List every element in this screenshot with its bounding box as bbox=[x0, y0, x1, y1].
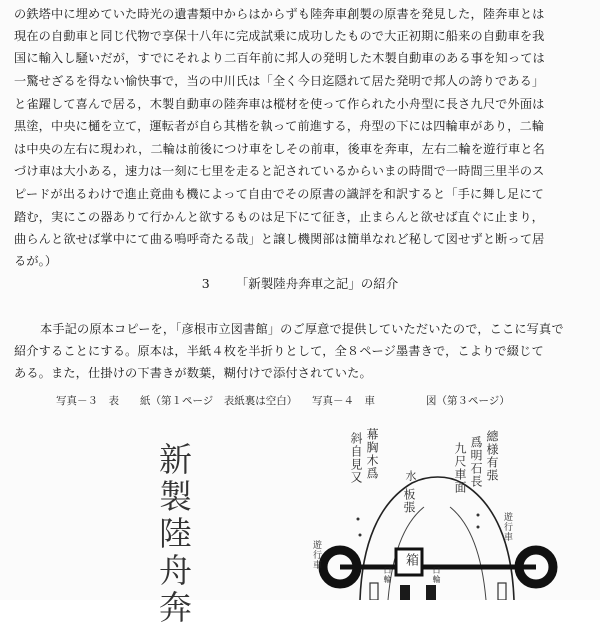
label-sub-left: 口輪 bbox=[383, 566, 392, 584]
annotation-column: 九尺車面 bbox=[453, 442, 467, 494]
caption-photo-4: 写真－４ 車 bbox=[312, 395, 375, 407]
text-line: 曲らんと欲せば掌中にて曲る嗚呼奇たる哉」と譲し機関部は簡単なれど秘して図せずと断って居 bbox=[14, 232, 545, 246]
text-line: ある。また，仕掛けの下書きが数葉，糊付けで添付されていた。 bbox=[14, 366, 372, 380]
annotation-column: 爲明石長 bbox=[469, 436, 483, 488]
label-board: 板張 bbox=[402, 488, 416, 514]
annotation-column: 幕胸木爲 bbox=[365, 428, 379, 480]
section-title: 「新製陸舟奔車之記」の紹介 bbox=[235, 276, 399, 291]
text-line: の鉄塔中に埋めていた時光の遺書類中からはからずも陸奔車創製の原書を発見した，陸奔車とは bbox=[14, 7, 545, 21]
cover-title-handwriting: 新製陸舟奔 bbox=[154, 442, 193, 627]
label-wheel-right: 遊行車 bbox=[502, 512, 512, 542]
text-line: 現在の自動車と同じ代物で享保十八年に完成試乗に成功したもので大正初期に船来の自動車を我 bbox=[14, 29, 545, 43]
caption-photo-3: 写真－３ 表 紙（第１ページ 表紙裏は空白） bbox=[56, 395, 298, 407]
vehicle-diagram bbox=[300, 415, 586, 600]
label-top: 水 bbox=[404, 470, 417, 482]
text-line: 黒塗，中央に樋を立て，運転者が自ら其楷を執って前進する，舟型の下には四輪車があり，二輪 bbox=[14, 119, 545, 133]
text-line: るが。） bbox=[14, 254, 58, 268]
text-line: は中央の左右に現われ，二輪は前後につけ車をしその前車，後車を奔車，左右二輪を遊行車と名 bbox=[14, 142, 545, 156]
text-line: と雀躍して喜んで居る，木製自動車の陸奔車は樅材を使って作られた小舟型に長さ九尺で外面は bbox=[14, 97, 545, 111]
annotation-column: 斜自見又 bbox=[349, 432, 363, 484]
label-wheel-left: 遊行車 bbox=[311, 540, 321, 570]
text-line: づけ車は大小ある，速力は一刻に七里を走ると記されているからいまの時間で一時間三里半のス bbox=[14, 164, 545, 178]
text-line: 一驚せざるを得ない愉快事で，当の中川氏は「全く今日迄隠れて居た発明で邦人の誇りである」 bbox=[14, 74, 545, 88]
section-heading bbox=[0, 274, 600, 292]
label-sub-right: 口輪 bbox=[432, 566, 441, 584]
caption-figure: 図（第３ページ） bbox=[426, 395, 510, 407]
text-line: 本手記の原本コピーを，「彦根市立図書館」のご厚意で提供していただいたので，ここに写真で bbox=[40, 322, 564, 336]
section-number: 3 bbox=[201, 276, 210, 291]
label-box: 箱 bbox=[403, 553, 418, 567]
text-line: 国に輸入し騒いだが，すでにそれより二百年前に邦人の発明した木製自動車のある事を知っては bbox=[14, 51, 545, 65]
text-line: ピードが出るわけで進止竟曲も機によって自由でその原書の識評を和訳すると「手に舞し足にて bbox=[14, 187, 545, 201]
annotation-column: 總様有張 bbox=[485, 430, 499, 482]
text-line: 踏む，実にこの器ありて行かんと欲するものは足下にて征き，止まらんと欲せば直ぐに止まり， bbox=[14, 210, 545, 224]
text-line: 紹介することにする。原本は，半紙４枚を半折りとして，全８ページ墨書きで，こよりで綴じて bbox=[14, 344, 544, 358]
